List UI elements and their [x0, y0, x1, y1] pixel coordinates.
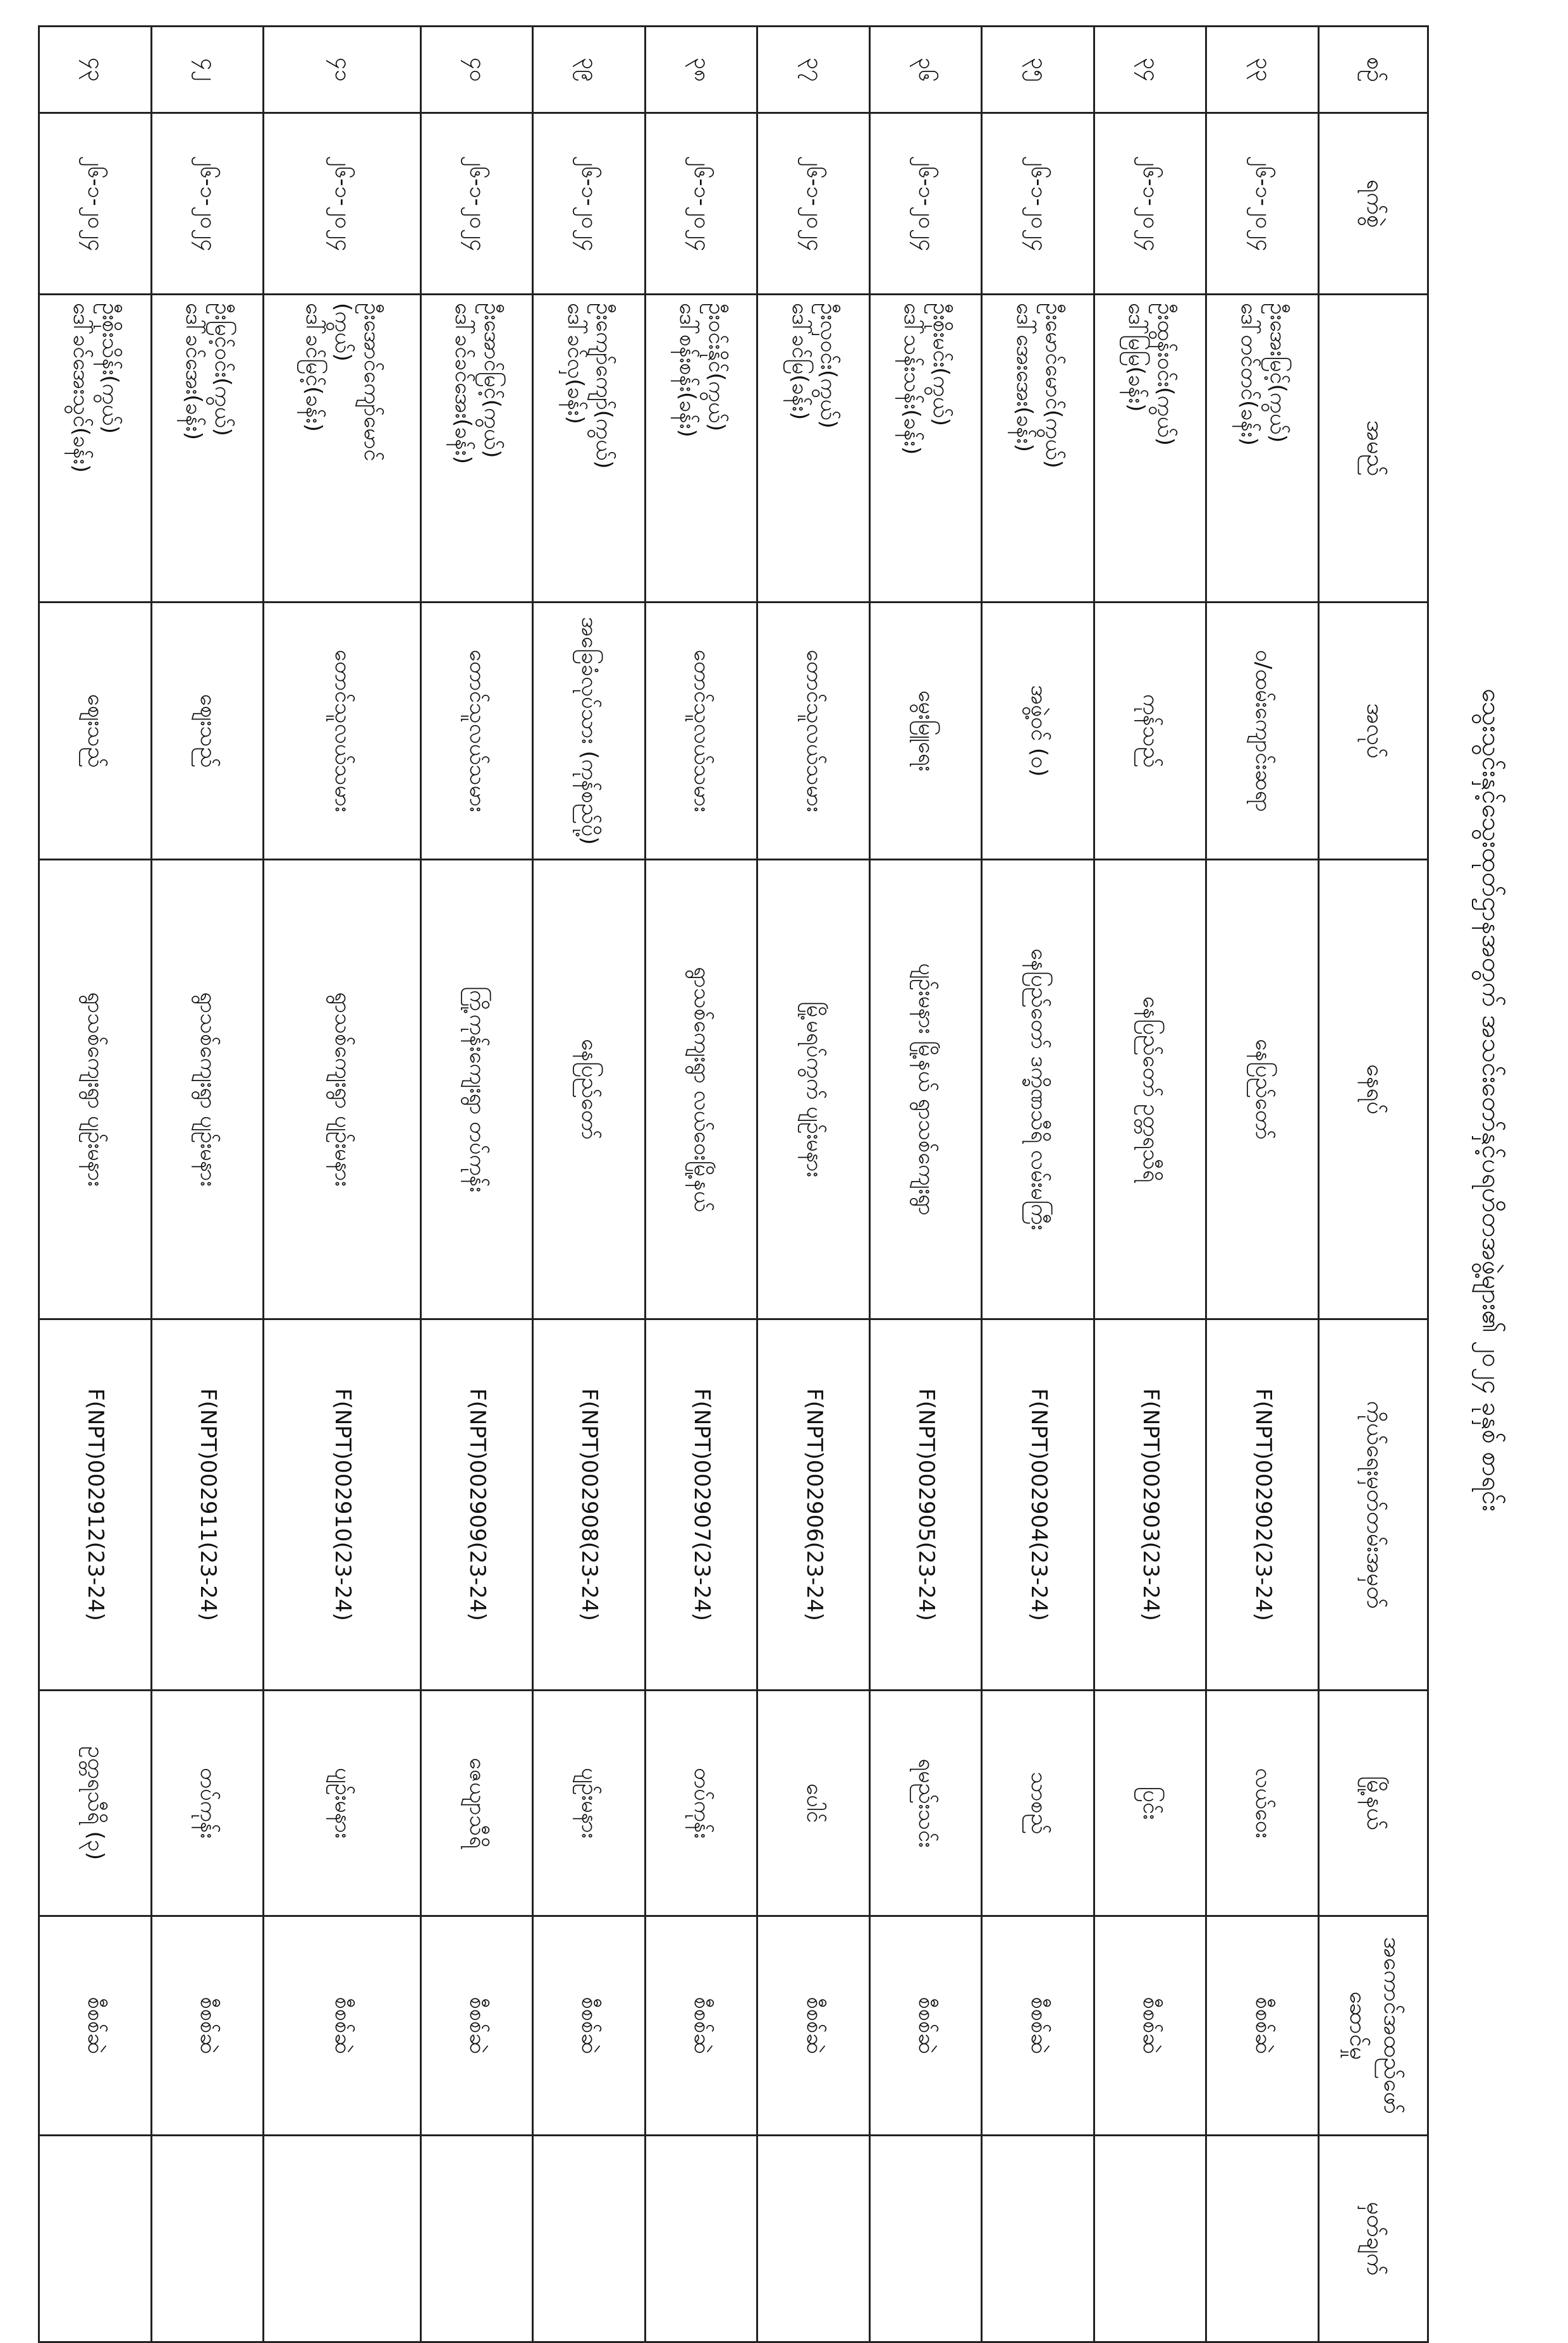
- header-date: ရက်စွဲ: [1319, 113, 1428, 295]
- table-row: [533, 27, 646, 2342]
- table-row: [982, 27, 1094, 2342]
- row-town: တပ်ကုန်း: [151, 1691, 264, 1916]
- row-case: F(NPT)002909(23-24): [420, 1319, 533, 1691]
- caption-area: [1461, 25, 1517, 2175]
- header-row: [1319, 27, 1428, 2342]
- row-no: ၃၈: [645, 27, 757, 113]
- row-no: ၃၇: [757, 27, 870, 113]
- row-case: F(NPT)002912(23-24): [39, 1319, 152, 1691]
- header-town: မြို့နယ်: [1319, 1691, 1428, 1916]
- row-address: နေပြည်တော်: [1206, 860, 1319, 1319]
- row-no: ၄၁: [264, 27, 421, 113]
- row-remark: [420, 2136, 533, 2342]
- header-address: နေရပ်: [1319, 860, 1428, 1319]
- row-no: ၄၀: [420, 27, 533, 113]
- row-no: ၃၆: [869, 27, 982, 113]
- row-job: ဈေးသည်: [39, 603, 152, 860]
- row-remark: [645, 2136, 757, 2342]
- table-row: [869, 27, 982, 2342]
- row-no: ၃၉: [533, 27, 646, 113]
- row-address: နေပြည်တော် ဥတ္တရသီရိ: [1094, 860, 1206, 1319]
- name-line: ဒေါ်ခင်မြင့်(ခန်း): [301, 303, 327, 432]
- row-date: ၂၆-၁-၂၀၂၄: [757, 113, 870, 295]
- row-remark: [151, 2136, 264, 2342]
- row-town: ပေါင်: [757, 1691, 870, 1916]
- row-remark: [1094, 2136, 1206, 2342]
- name-line: ဒေါ်စန်းစန်း(ခန်း): [675, 303, 701, 437]
- name-line: ဒေါ်တင်တင်(ခန်း): [1235, 303, 1261, 446]
- row-job: အခြေခံလုပ်သား (ကုန်စည်ပို့): [533, 603, 646, 860]
- name-line: ဒေါ်ခင်အေး(ခန်း): [180, 303, 206, 441]
- row-job: မွေးမြူရေး: [869, 603, 982, 860]
- row-address: ပျဉ်းမနား မြို့နယ် ရွာသစ်ကျေးရွာ: [869, 860, 982, 1319]
- row-remark: [869, 2136, 982, 2342]
- row-address: ကြို့ကုန်းကျေးရွာ တပ်ကုန်း: [420, 860, 533, 1319]
- row-date: ၂၆-၁-၂၀၂၄: [39, 113, 152, 295]
- table-row: [645, 27, 757, 2342]
- header-name: အမည်: [1319, 295, 1428, 603]
- row-job: ကုန်သည်: [1094, 603, 1206, 860]
- row-address: မြို့မရပ်ကွက် ပျဉ်းမနား: [757, 860, 870, 1319]
- row-remark: [533, 2136, 646, 2342]
- table-row: [264, 27, 421, 2342]
- row-town: လယ်ဝေး: [1206, 1691, 1319, 1916]
- header-status: အကောင်အထည်ဖော်ဆောင်မှု: [1319, 1916, 1428, 2136]
- row-case: F(NPT)002911(23-24): [151, 1319, 264, 1691]
- row-remark: [1206, 2136, 1319, 2342]
- table-row: [1206, 27, 1319, 2342]
- row-town: သာစည်: [982, 1691, 1094, 1916]
- row-address: ရွာသစ်ကျေးရွာ ပျဉ်းမနား: [264, 860, 421, 1319]
- row-case: F(NPT)002907(23-24): [645, 1319, 757, 1691]
- row-date: ၂၆-၁-၂၀၂၄: [533, 113, 646, 295]
- name-line: ဒေါ်ခင်အေးသွင်(ခန်း): [68, 303, 94, 473]
- row-job: တောင်သူလယ်သမား: [264, 603, 421, 860]
- row-job: ဈေးသည်: [151, 603, 264, 860]
- row-status: စီစစ်ဆဲ: [151, 1916, 264, 2136]
- name-line: ဒေါ်မြမြ(ခန်း): [1124, 303, 1149, 412]
- row-date: ၂၆-၁-၂၀၂၄: [645, 113, 757, 295]
- row-job: တောင်သူလယ်သမား: [645, 603, 757, 860]
- row-case: F(NPT)002902(23-24): [1206, 1319, 1319, 1691]
- table-body: [39, 27, 1319, 2342]
- row-date: ၂၆-၁-၂၀၂၄: [264, 113, 421, 295]
- row-job: တောင်သူလယ်သမား: [420, 603, 533, 860]
- header-job: အလုပ်: [1319, 603, 1428, 860]
- row-job: တောင်သူလယ်သမား: [757, 603, 870, 860]
- name-line: ဦးအေးမြင့်(ကွယ်): [1265, 303, 1290, 443]
- name-line: ဒေါ်သန်းသန်း(ခန်း): [899, 303, 925, 455]
- row-status: စီစစ်ဆဲ: [1094, 1916, 1206, 2136]
- row-case: F(NPT)002903(23-24): [1094, 1319, 1206, 1691]
- row-town: ပြင်း: [1094, 1691, 1206, 1916]
- row-address: ရွာသစ်ကျေးရွာ ပျဉ်းမနား: [151, 860, 264, 1319]
- row-address: ရွာသစ်ကျေးရွာ လယ်ဝေးမြို့နယ်: [645, 860, 757, 1319]
- row-case: F(NPT)002905(23-24): [869, 1319, 982, 1691]
- name-line: ဦးမောင်မောင်(ကွယ်): [1040, 303, 1066, 468]
- name-line: ဒေါ်ခင်မြ(ခန်း): [787, 303, 812, 420]
- name-line: ဒေါ်အေးအေး(ခန်း): [1011, 303, 1037, 453]
- row-status: စီစစ်ဆဲ: [645, 1916, 757, 2136]
- row-job: အဖွဲ့ဝင် (ဝ): [982, 603, 1094, 860]
- table-row: [420, 27, 533, 2342]
- row-name: [151, 295, 264, 603]
- row-status: စီစစ်ဆဲ: [869, 1916, 982, 2136]
- name-line: ဦးမြင့်ဝင်း(ကွယ်): [209, 303, 235, 436]
- name-line: (ကွယ်): [329, 303, 355, 362]
- header-case: ကိုယ်ရေးမှတ်တမ်းအမှတ်: [1319, 1319, 1428, 1691]
- document-caption: သွေးသွင်းနှင့်သွေးထုတ်ဌာနအတွက် အသင်းတော်နှင့်ပရဟိတအဖွဲ့များ၏ ၂၀၂၄ ခုနှစ် စာရင်း: [1476, 688, 1506, 1512]
- header-no: စဉ်: [1319, 27, 1428, 113]
- row-date: ၂၆-၁-၂၀၂၄: [151, 113, 264, 295]
- header-remark: မှတ်ချက်: [1319, 2136, 1428, 2342]
- name-line: ဦးဝင်းနိုင်(ကွယ်): [703, 303, 729, 432]
- name-line: ဦးထွန်းဝင်း(ကွယ်): [1153, 303, 1179, 446]
- row-name: [757, 295, 870, 603]
- row-status: စီစစ်ဆဲ: [420, 1916, 533, 2136]
- row-remark: [264, 2136, 421, 2342]
- row-remark: [39, 2136, 152, 2342]
- row-date: ၂၆-၁-၂၀၂၄: [982, 113, 1094, 295]
- row-remark: [982, 2136, 1094, 2342]
- name-line: ဦးစိုးသိန်း(ကွယ်): [97, 303, 123, 434]
- name-line: ဦးစိုးမင်း(ကွယ်): [928, 303, 954, 426]
- row-town: ပျဉ်းမနား: [264, 1691, 421, 1916]
- rotated-table-container: [38, 25, 1429, 2276]
- row-name: [869, 295, 982, 603]
- row-status: စီစစ်ဆဲ: [264, 1916, 421, 2136]
- name-line: ဦးကျော်ကျော်(ကွယ်): [591, 303, 617, 469]
- row-address: ရွာသစ်ကျေးရွာ ပျဉ်းမနား: [39, 860, 152, 1319]
- table-row: [1094, 27, 1206, 2342]
- row-no: ၃၃: [1206, 27, 1319, 113]
- row-status: စီစစ်ဆဲ: [39, 1916, 152, 2136]
- row-no: ၃၄: [1094, 27, 1206, 113]
- table-wrapper: [38, 25, 1429, 2276]
- table-row: [39, 27, 152, 2342]
- row-status: စီစစ်ဆဲ: [757, 1916, 870, 2136]
- row-name: [1094, 295, 1206, 603]
- row-date: ၂၆-၁-၂၀၂၄: [869, 113, 982, 295]
- row-name: [645, 295, 757, 603]
- row-town: တပ်ကုန်း: [645, 1691, 757, 1916]
- row-case: F(NPT)002908(23-24): [533, 1319, 646, 1691]
- row-status: စီစစ်ဆဲ: [982, 1916, 1094, 2136]
- row-date: ၂၆-၁-၂၀၂၄: [420, 113, 533, 295]
- row-no: ၄၂: [151, 27, 264, 113]
- row-case: F(NPT)002910(23-24): [264, 1319, 421, 1691]
- table-row: [151, 27, 264, 2342]
- name-line: ဦးအောင်မြင့်(ကွယ်): [479, 303, 505, 458]
- row-name: [264, 295, 421, 603]
- row-date: ၂၆-၁-၂၀၂၄: [1094, 113, 1206, 295]
- row-name: [982, 295, 1094, 603]
- row-town: ရမည်းသင်း: [869, 1691, 982, 1916]
- row-status: စီစစ်ဆဲ: [1206, 1916, 1319, 2136]
- row-address: နေပြည်တော်: [533, 860, 646, 1319]
- row-case: F(NPT)002904(23-24): [982, 1319, 1094, 1691]
- row-town: ပျဉ်းမနား: [533, 1691, 646, 1916]
- row-town: ဥတ္တရသီရိ (၃): [39, 1691, 152, 1916]
- row-name: [420, 295, 533, 603]
- row-name: [1206, 295, 1319, 603]
- row-no: ၃၅: [982, 27, 1094, 113]
- row-date: ၂၆-၁-၂၀၂၄: [1206, 113, 1319, 295]
- table-row: [757, 27, 870, 2342]
- row-town: ဇေယျာသီရိ: [420, 1691, 533, 1916]
- row-no: ၄၃: [39, 27, 152, 113]
- row-case: F(NPT)002906(23-24): [757, 1319, 870, 1691]
- row-status: စီစစ်ဆဲ: [533, 1916, 646, 2136]
- name-line: ဒေါ်ခင်ခင်အေး(ခန်း): [450, 303, 476, 465]
- record-table: [38, 25, 1429, 2343]
- row-name: [533, 295, 646, 603]
- row-address: နေပြည်တော် ဒက္ခိဏသီရိ လမ်းမကြီး: [982, 860, 1094, 1319]
- row-name: [39, 295, 152, 603]
- name-line: ဒေါ်ခင်လှ(ခန်း): [562, 303, 588, 424]
- name-line: ဦးအောင်ကျော်မောင်: [358, 303, 384, 462]
- row-job: ဝ/ထမ်းကျောင်းဆရာ: [1206, 603, 1319, 860]
- row-remark: [757, 2136, 870, 2342]
- name-line: ဦးလှဝင်း(ကွယ်): [816, 303, 842, 429]
